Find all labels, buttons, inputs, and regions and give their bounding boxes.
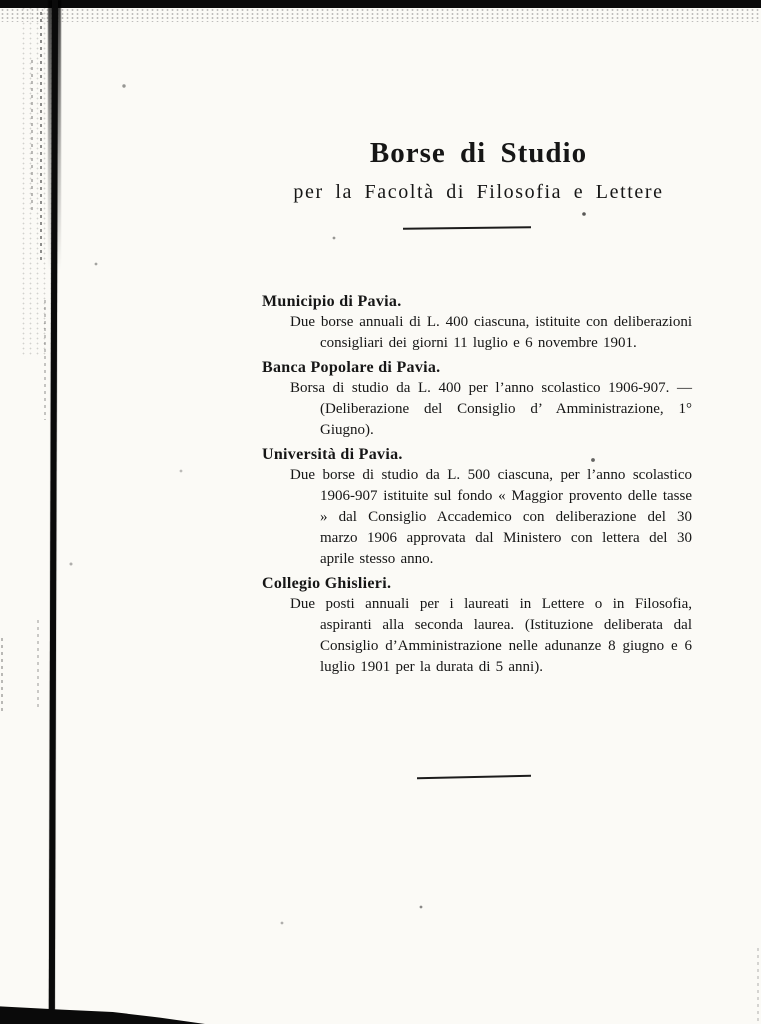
section-body: Due borse di studio da L. 500 ciascuna, per l’anno scolastico 1906-907 istituite sul fondo « Maggior provento delle tasse » dal Consiglio Accademico con deliberazione del 30 marzo 1906 approvata dal Ministero con lettera del 30 aprile stesso anno. [290, 467, 692, 567]
scan-edge-bottom-left [0, 1004, 205, 1024]
scan-streak [1, 638, 3, 713]
scan-streak [31, 60, 33, 210]
page-title: Borse di Studio [369, 137, 588, 169]
section-universita [262, 444, 695, 570]
scan-streak [757, 948, 759, 1024]
scan-streak [37, 620, 39, 710]
scan-streak [44, 300, 46, 420]
scan-noise-top [0, 8, 761, 22]
section-heading: Collegio Ghislieri. [262, 575, 392, 592]
section-body: Borsa di studio da L. 400 per l’anno scolastico 1906-907. — (Deliberazione del Consiglio d’ Amministrazione, 1° Giugno). [290, 380, 692, 438]
section-body: Due borse annuali di L. 400 ciascuna, istituite con deliberazioni consigliari dei giorni 11 luglio e 6 novembre 1901. [290, 314, 692, 351]
divider-rule-bottom [417, 775, 531, 779]
divider-rule-top [403, 226, 531, 230]
section-heading: Banca Popolare di Pavia. [262, 359, 441, 376]
section-body: Due posti annuali per i laureati in Lettere o in Filosofia, aspiranti alla seconda laurea. (Istituzione deliberata dal Consiglio d’Amministrazione nelle adunanze 8 giugno e 6 luglio 1901 per la durata di 5 anni). [290, 596, 692, 675]
section-heading: Municipio di Pavia. [262, 293, 402, 310]
section-heading: Università di Pavia. [262, 446, 403, 463]
section-collegio-ghislieri [262, 573, 695, 678]
section-municipio [262, 291, 695, 354]
section-banca-popolare [262, 357, 695, 441]
scan-edge-top [0, 0, 761, 8]
scan-noise-left-margin [20, 6, 52, 356]
page-content [262, 136, 695, 681]
scan-speckles [0, 0, 2, 2]
scan-streak [40, 12, 42, 262]
page-subtitle: per la Facoltà di Filosofia e Lettere [293, 181, 664, 203]
